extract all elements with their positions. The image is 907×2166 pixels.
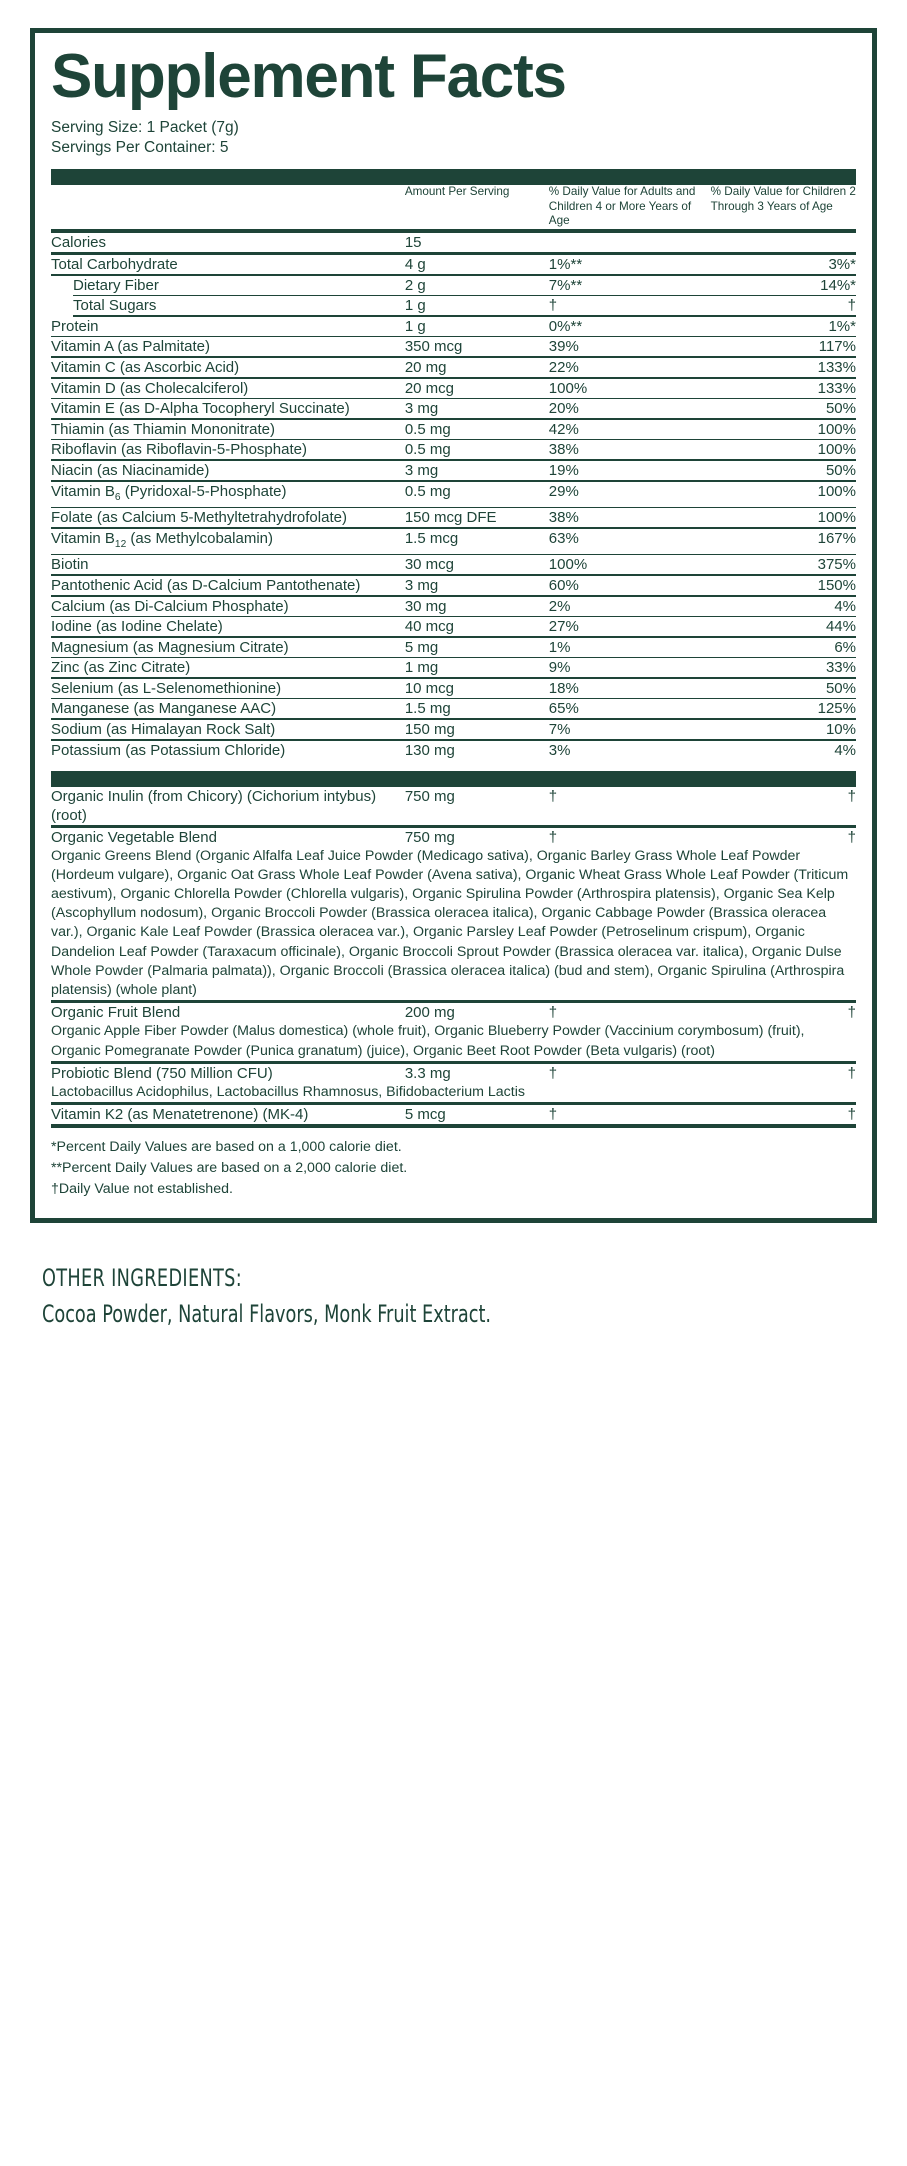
row-dv-adults: † (548, 1064, 558, 1082)
page-title: Supplement Facts (51, 42, 566, 111)
header-bar (51, 169, 856, 185)
row-dv-children: 14%* (820, 276, 856, 294)
blend-ingredients-row (51, 847, 856, 1001)
row-amount: 5 mg (404, 638, 439, 656)
table-row (51, 828, 856, 1001)
row-dv-adults: 29% (548, 482, 579, 500)
column-header-dv-adults: % Daily Value for Adults and Children 4 or More Years of Age (548, 185, 696, 228)
row-dv-adults: 9% (548, 659, 571, 677)
row-name: Organic Vegetable Blend (51, 828, 217, 846)
row-name: Calcium (as Di-Calcium Phosphate) (51, 597, 289, 615)
row-name: Folate (as Calcium 5-Methyltetrahydrofolate) (51, 509, 347, 527)
row-name: Iodine (as Iodine Chelate) (51, 618, 223, 636)
table-row (51, 399, 856, 418)
row-dv-adults: 20% (548, 400, 579, 418)
row-dv-adults (549, 233, 711, 252)
table-row (51, 276, 856, 295)
row-name: Total Carbohydrate (51, 256, 178, 274)
row-name: Protein (51, 317, 99, 335)
table-row (51, 741, 856, 760)
row-dv-adults: 27% (548, 618, 579, 636)
blend-ingredients-row (51, 1083, 856, 1102)
row-amount: 20 mg (404, 358, 447, 376)
row-dv-children: † (847, 1064, 856, 1082)
footnote: †Daily Value not established. (51, 1180, 233, 1197)
row-dv-children: 133% (817, 379, 856, 397)
row-amount: 3 mg (404, 461, 439, 479)
row-amount: 200 mg (404, 1004, 455, 1022)
table-row (51, 658, 856, 677)
row-dv-children: 1%* (828, 317, 856, 335)
table-row (51, 255, 856, 274)
footnote: **Percent Daily Values are based on a 2,000 calorie diet. (51, 1159, 408, 1176)
table-row (51, 597, 856, 616)
row-dv-children: † (847, 1004, 856, 1022)
row-dv-adults: 7% (548, 721, 571, 739)
row-dv-adults: † (548, 787, 558, 805)
row-name: Thiamin (as Thiamin Mononitrate) (51, 420, 275, 438)
row-amount: 0.5 mg (404, 420, 451, 438)
table-row (51, 720, 856, 739)
row-name: Organic Inulin (from Chicory) (Cichorium intybus) (root) (51, 787, 377, 824)
nutrition-table (51, 185, 856, 229)
serving-size: Serving Size: 1 Packet (7g) (51, 119, 239, 137)
row-dv-adults: 65% (548, 700, 579, 718)
row-amount: 10 mcg (404, 679, 455, 697)
row-dv-children: 100% (817, 482, 856, 500)
row-dv-adults: 22% (548, 358, 579, 376)
row-dv-children: 100% (817, 420, 856, 438)
row-dv-children: 10% (825, 721, 856, 739)
row-dv-children: 50% (825, 461, 856, 479)
row-amount: 750 mg (404, 787, 455, 805)
table-row (51, 440, 856, 459)
row-dv-children: † (847, 1105, 856, 1123)
table-row (51, 461, 856, 480)
table-row (51, 555, 856, 574)
row-dv-adults: 42% (548, 420, 579, 438)
row-dv-adults: † (548, 1004, 558, 1022)
row-dv-children: 100% (817, 441, 856, 459)
row-dv-adults: 38% (548, 509, 579, 527)
row-name: Dietary Fiber (73, 276, 159, 294)
row-dv-children: 6% (834, 638, 856, 656)
row-amount: 15 (404, 234, 422, 252)
row-amount: 150 mg (404, 721, 455, 739)
row-dv-children: 117% (818, 338, 856, 356)
other-ingredients-body: Cocoa Powder, Natural Flavors, Monk Fruit Extract. (42, 1299, 492, 1328)
row-dv-children (711, 233, 856, 252)
row-dv-children: 133% (817, 358, 856, 376)
row-name: Riboflavin (as Riboflavin-5-Phosphate) (51, 441, 307, 459)
row-dv-adults: 1% (548, 638, 571, 656)
row-dv-adults: † (548, 297, 558, 315)
table-row (51, 699, 856, 718)
row-name: Vitamin A (as Palmitate) (51, 338, 210, 356)
row-name: Vitamin C (as Ascorbic Acid) (51, 358, 240, 376)
row-name: Manganese (as Manganese AAC) (51, 700, 277, 718)
nutrient-rows-host (51, 233, 856, 760)
table-row (51, 638, 856, 657)
row-name: Niacin (as Niacinamide) (51, 461, 210, 479)
other-ingredients-section (30, 1223, 877, 1331)
table-row (51, 508, 856, 527)
row-dv-children: 4% (834, 741, 856, 759)
row-dv-children: 50% (825, 400, 856, 418)
row-dv-adults: 19% (548, 461, 579, 479)
table-row (51, 358, 856, 377)
servings-per-container: Servings Per Container: 5 (51, 139, 229, 157)
row-dv-adults: 63% (548, 529, 579, 547)
row-amount: 5 mcg (404, 1105, 446, 1123)
row-dv-adults: 38% (548, 441, 579, 459)
row-name: Probiotic Blend (750 Million CFU) (51, 1064, 273, 1082)
table-row (51, 296, 856, 315)
table-row (51, 233, 856, 252)
row-amount: 3 mg (404, 400, 439, 418)
table-row (51, 317, 856, 336)
row-dv-adults: 2% (548, 597, 571, 615)
row-dv-children: 100% (817, 509, 856, 527)
row-amount: 3.3 mg (404, 1064, 451, 1082)
row-amount: 3 mg (404, 576, 439, 594)
row-dv-children: † (847, 787, 856, 805)
row-dv-adults: 100% (548, 379, 588, 397)
table-row (51, 679, 856, 698)
row-name: Magnesium (as Magnesium Citrate) (51, 638, 289, 656)
row-dv-children: 33% (825, 659, 856, 677)
row-name: Vitamin $B_{12}$ (as Methylcobalamin) (51, 529, 273, 550)
table-header-row (51, 185, 856, 229)
row-name: Calories (51, 234, 107, 252)
row-dv-adults: 3% (548, 741, 571, 759)
row-amount: 130 mg (404, 741, 455, 759)
row-dv-children: 150% (817, 576, 856, 594)
row-dv-children: 125% (817, 700, 856, 718)
row-name: Vitamin K2 (as Menatetrenone) (MK-4) (51, 1105, 309, 1123)
row-amount: 1 mg (404, 659, 439, 677)
row-dv-adults: 60% (548, 576, 579, 594)
row-dv-children: 3%* (828, 256, 856, 274)
column-header-amount: Amount Per Serving (404, 185, 510, 199)
table-row (51, 787, 856, 825)
row-amount: 0.5 mg (404, 482, 451, 500)
row-name: Sodium (as Himalayan Rock Salt) (51, 721, 276, 739)
row-name: Organic Fruit Blend (51, 1004, 181, 1022)
row-name: Total Sugars (73, 297, 157, 315)
blend-ingredients-row (51, 1022, 856, 1060)
column-header-name (51, 185, 405, 229)
row-name: Vitamin $B_6$ (Pyridoxal-5-Phosphate) (51, 482, 287, 503)
row-dv-children: 44% (825, 618, 856, 636)
table-row (51, 1105, 856, 1124)
row-amount: 1 g (404, 317, 426, 335)
row-name: Zinc (as Zinc Citrate) (51, 659, 191, 677)
row-dv-children: 50% (825, 679, 856, 697)
row-name: Vitamin D (as Cholecalciferol) (51, 379, 249, 397)
table-row (51, 529, 856, 554)
table-row (51, 337, 856, 356)
nutrition-table-body (51, 185, 856, 229)
table-row (51, 576, 856, 595)
blend-section-bar (51, 771, 856, 787)
row-dv-children: 167% (817, 529, 856, 547)
footnotes (51, 1128, 856, 1206)
row-dv-adults: 7%** (548, 276, 583, 294)
row-dv-adults: 39% (548, 338, 579, 356)
blend-ingredients-text: Lactobacillus Acidophilus, Lactobacillus Rhamnosus, Bifidobacterium Lactis (51, 1083, 525, 1100)
row-amount: 2 g (404, 276, 426, 294)
row-dv-children: 375% (817, 556, 856, 574)
row-name: Vitamin E (as D-Alpha Tocopheryl Succinate) (51, 400, 350, 418)
row-dv-children: † (847, 828, 856, 846)
row-amount: 30 mg (404, 597, 447, 615)
supplement-facts-panel (30, 28, 877, 1223)
row-dv-children: 4% (834, 597, 856, 615)
table-row (51, 482, 856, 507)
row-dv-adults: 18% (548, 679, 579, 697)
row-amount: 1 g (404, 297, 426, 315)
row-dv-adults: † (548, 1105, 558, 1123)
row-dv-adults: 100% (548, 556, 588, 574)
row-amount: 750 mg (404, 828, 455, 846)
row-amount: 20 mcg (404, 379, 455, 397)
blend-ingredients-text: Organic Apple Fiber Powder (Malus domestica) (whole fruit), Organic Blueberry Powder (Vaccinium corymbosum) (fruit), Organic Pomegranate Powder (Punica granatum) (juice), Organic Beet Root Powder (Beta vulgaris) (root) (51, 1023, 805, 1059)
row-dv-adults: † (548, 828, 558, 846)
row-amount: 0.5 mg (404, 441, 451, 459)
row-name: Pantothenic Acid (as D-Calcium Pantothenate) (51, 576, 361, 594)
row-name: Selenium (as L-Selenomethionine) (51, 679, 282, 697)
row-amount: 1.5 mcg (404, 529, 459, 547)
table-row (51, 420, 856, 439)
row-amount: 4 g (404, 256, 426, 274)
table-row (51, 1003, 856, 1060)
column-header-dv-children: % Daily Value for Children 2 Through 3 Years of Age (710, 185, 856, 213)
row-amount: 150 mcg DFE (404, 509, 497, 527)
table-row (51, 1064, 856, 1102)
blend-rows-host (51, 787, 856, 1128)
row-dv-children: † (847, 297, 856, 315)
row-dv-adults: 1%** (548, 256, 583, 274)
table-row (51, 617, 856, 636)
blend-ingredients-text: Organic Greens Blend (Organic Alfalfa Leaf Juice Powder (Medicago sativa), Organic Barley Grass Whole Leaf Powder (Hordeum vulgare), Organic Oat Grass Whole Leaf Powder (Avena sativa), Organic Wheat Grass Whole Leaf Powder (Triticum aestivum), Organic Chlorella Powder (Chlorella vulgaris), Organic Spirulina Powder (Arthrospira platensis), Organic Sea Kelp (Ascophyllum nodosum), Organic Broccoli Powder (Brassica oleracea italica), Organic Cabbage Powder (Brassica oleracea var.), Organic Kale Leaf Powder (Brassica oleracea var.), Organic Parsley Leaf Powder (Petroselinum crispum), Organic Dandelion Leaf Powder (Taraxacum officinale), Organic Broccoli Sprout Powder (Brassica oleracea var. italica), Organic Dulse Whole Powder (Palmaria palmata)), Organic Broccoli (Brassica oleracea italica) (bud and stem), Organic Spirulina (Arthrospira platensis) (whole plant) (51, 847, 849, 999)
footnote: *Percent Daily Values are based on a 1,000 calorie diet. (51, 1138, 402, 1155)
row-amount: 40 mcg (404, 618, 455, 636)
row-name: Potassium (as Potassium Chloride) (51, 741, 286, 759)
row-dv-adults: 0%** (548, 317, 583, 335)
row-amount: 350 mcg (404, 338, 463, 356)
row-name: Biotin (51, 556, 89, 574)
table-row (51, 379, 856, 398)
row-amount: 1.5 mg (404, 700, 451, 718)
other-ingredients-title: OTHER INGREDIENTS: (42, 1263, 243, 1292)
row-amount: 30 mcg (404, 556, 455, 574)
